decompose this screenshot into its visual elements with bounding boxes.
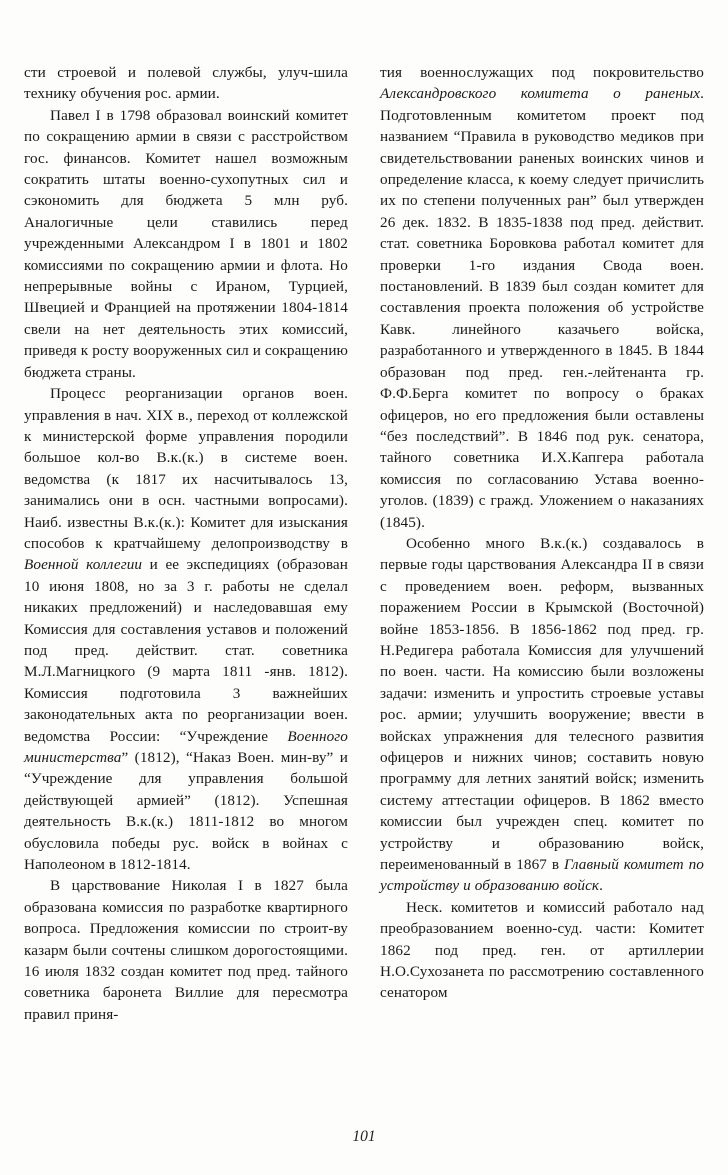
body-text: . Подготовленным комитетом проект под названием “Правила в руководство медиков при свидетельствовании раненых воинских чинов и определение класса, к коему следует причислить их по степени полученных ран” был утвержден 26 дек. 1832. В 1835-1838 под пред. действит. стат. советника Боровкова работал комитет для проверки 1-го издания Свода воен. постановлений. В 1839 был создан комитет для составления проекта положения об устройстве Кавк. линейного казачьего войска, разработанного и утвержденного в 1845. В 1844 образован под пред. ген.-лейтенанта гр. Ф.Ф.Берга комитет по вопросу о браках офицеров, но его предложения были оставлены “без последствий”. В 1846 под рук. сенатора, тайного советника И.Х.Капгера работала комиссия по согласованию Устава военно-уголов. (1839) с гражд. Уложением о наказаниях (1845). [380, 85, 704, 531]
page-number: 101 [352, 1128, 376, 1145]
italic-text: Главный комитет по устройству и образованию войск [380, 856, 704, 895]
left-column [24, 62, 348, 1025]
paragraph [24, 875, 348, 1025]
paragraph [24, 105, 348, 383]
italic-text: Александровского комитета о раненых [380, 85, 701, 103]
body-text: Неск. комитетов и комиссий работало над преобразованием военно-суд. части: Комитет 1862 под пред. ген. от артиллерии Н.О.Сухозанета по рассмотрению составленного сенатором [380, 898, 704, 1002]
body-text: Особенно много В.к.(к.) создавалось в первые годы царствования Александра II в связи с проведением воен. реформ, вызванных поражением России в Крымской (Восточной) войне 1853-1856. В 1856-1862 под пред. гр. Н.Редигера работала Комиссия для улучшений по воен. части. На комиссию были возложены задачи: изменить и упростить строевые уставы рос. армии; улучшить вооружение; ввести в войсках упражнения для телесного развития офицеров и нижних чинов; составить новую программу для летних занятий войск; изменить систему аттестации офицеров. В 1862 вместо комиссии был учрежден спец. комитет по устройству и образованию войск, переименованный в 1867 в [380, 534, 704, 874]
body-text: В царствование Николая I в 1827 была образована комиссия по разработке квартирного вопроса. Предложения комиссии по строит-ву казарм были сочтены слишком дорогостоящими. 16 июля 1832 создан комитет под пред. тайного советника баронета Виллие для пересмотра правил приня- [24, 877, 348, 1023]
right-column [380, 62, 704, 1025]
body-text: Павел I в 1798 образовал воинский комитет по сокращению армии в связи с расстройством гос. финансов. Комитет нашел возможным сократить штаты военно-сухопутных сил и сэкономить для бюджета 5 млн руб. Аналогичные цели ставились перед учрежденными Александром I в 1801 и 1802 комиссиями по сокращению армии и флота. Но непрерывные войны с Ираном, Турцией, Швецией и Францией на протяжении 1804-1814 свели на нет деятельность этих комиссий, приведя к росту вооруженных сил и сокращению бюджета страны. [24, 106, 348, 381]
italic-text: Военной коллегии [24, 556, 143, 574]
paragraph [380, 897, 704, 1004]
body-text: и ее экспедициях (образован 10 июня 1808, но за 3 г. работы не сделал никаких предложений) и наследовавшая ему Комиссия для составления уставов и положений под пред. действит. стат. советника М.Л.Магницкого (9 марта 1811 -янв. 1812). Комиссия подготовила 3 важнейших законодательных акта по реорганизации воен. ведомства России: “Учреждение [24, 556, 348, 745]
paragraph [380, 62, 704, 533]
italic-text: Военного министерства [24, 727, 348, 766]
text-columns [24, 62, 704, 1025]
body-text: Процесс реорганизации органов воен. управления в нач. XIX в., переход от коллежской к министерской форме управления породили большое кол-во В.к.(к.) в системе воен. ведомства (к 1817 их насчитывалось 13, занимались они в осн. частными вопросами). Наиб. известны В.к.(к.): Комитет для изыскания способов к кратчайшему делопроизводству в [24, 385, 348, 552]
body-text: сти строевой и полевой службы, улуч-шила технику обучения рос. армии. [24, 64, 348, 103]
body-text: ” (1812), “Наказ Воен. мин-ву” и “Учреждение для управления большой действующей армией” (1812). Успешная деятельность В.к.(к.) 1811-1812 во многом обусловила победы рус. войск в войнах с Наполеоном в 1812-1814. [24, 749, 348, 874]
paragraph [24, 62, 348, 105]
paragraph [24, 383, 348, 875]
paragraph [380, 533, 704, 897]
body-text: . [599, 877, 604, 895]
body-text: тия военнослужащих под покровительство [380, 64, 704, 81]
